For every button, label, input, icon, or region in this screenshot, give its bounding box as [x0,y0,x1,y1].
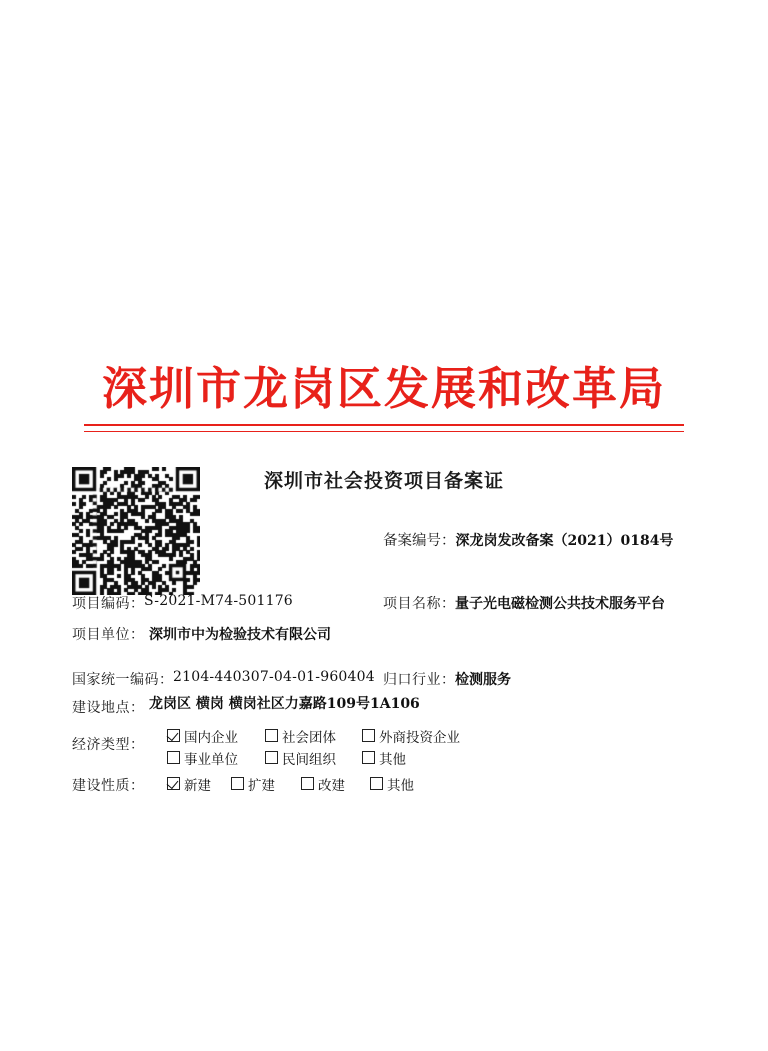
address-value: 龙岗区 横岗 横岗社区力嘉路109号1A106 [149,696,420,712]
record-number-value: 深龙岗发改备案（2021）0184号 [455,533,674,549]
checkbox-option[interactable] [231,774,301,794]
checkbox-option[interactable] [265,726,362,746]
header-divider-thin [84,431,684,432]
issuing-authority-title: 深圳市龙岗区发展和改革局 [101,362,666,415]
checkbox-option[interactable] [167,748,265,768]
checkbox-option[interactable] [362,726,460,746]
construction-nature-row [167,774,414,793]
industry-label: 归口行业： [383,672,456,688]
uniform-code-label: 国家统一编码： [72,672,174,688]
checkbox-label: 新建 [184,777,211,794]
economy-type-row-1 [167,726,460,745]
project-unit-label: 项目单位： [72,627,145,643]
checkbox-label: 事业单位 [184,751,238,768]
uniform-code-value: 2104-440307-04-01-960404 [173,669,375,685]
economy-type-row-2 [167,748,460,767]
checkbox-label: 社会团体 [282,729,336,746]
checkbox-icon[interactable] [265,729,278,742]
checkbox-icon[interactable] [167,751,180,764]
checkbox-icon[interactable] [301,777,314,790]
checkbox-option[interactable] [167,774,231,794]
page-title: 深圳市社会投资项目备案证 [263,470,504,492]
record-number-label: 备案编号： [383,533,456,549]
header-divider-thick [84,424,684,426]
checkbox-icon[interactable] [370,777,383,790]
construction-nature-options [167,774,414,793]
checkbox-label: 改建 [318,777,345,794]
economy-type-options [167,726,460,770]
project-code-label: 项目编码： [72,596,145,612]
checkbox-label: 其他 [387,777,414,794]
checkbox-label: 扩建 [248,777,275,794]
checkbox-label: 其他 [379,751,406,768]
industry-value: 检测服务 [455,672,511,688]
checkbox-label: 外商投资企业 [379,729,460,746]
project-name-label: 项目名称： [383,596,456,612]
checkbox-label: 国内企业 [184,729,238,746]
project-code-value: S-2021-M74-501176 [144,593,293,609]
checkbox-option[interactable] [265,748,362,768]
checkbox-option[interactable] [362,748,406,768]
construction-nature-label: 建设性质： [72,778,145,794]
qr-code-icon [72,467,200,595]
checkbox-icon[interactable] [362,751,375,764]
checkbox-label: 民间组织 [282,751,336,768]
checkbox-option[interactable] [167,726,265,746]
checkbox-icon[interactable] [265,751,278,764]
checkbox-option[interactable] [370,774,414,794]
economy-type-label: 经济类型： [72,737,145,753]
record-number [383,529,673,550]
project-name-value: 量子光电磁检测公共技术服务平台 [455,596,665,612]
address-label: 建设地点： [72,700,145,716]
checkbox-icon[interactable] [167,729,180,742]
checkbox-option[interactable] [301,774,370,794]
checkbox-icon[interactable] [231,777,244,790]
checkbox-icon[interactable] [362,729,375,742]
checkbox-icon[interactable] [167,777,180,790]
project-unit-value: 深圳市中为检验技术有限公司 [149,627,331,643]
